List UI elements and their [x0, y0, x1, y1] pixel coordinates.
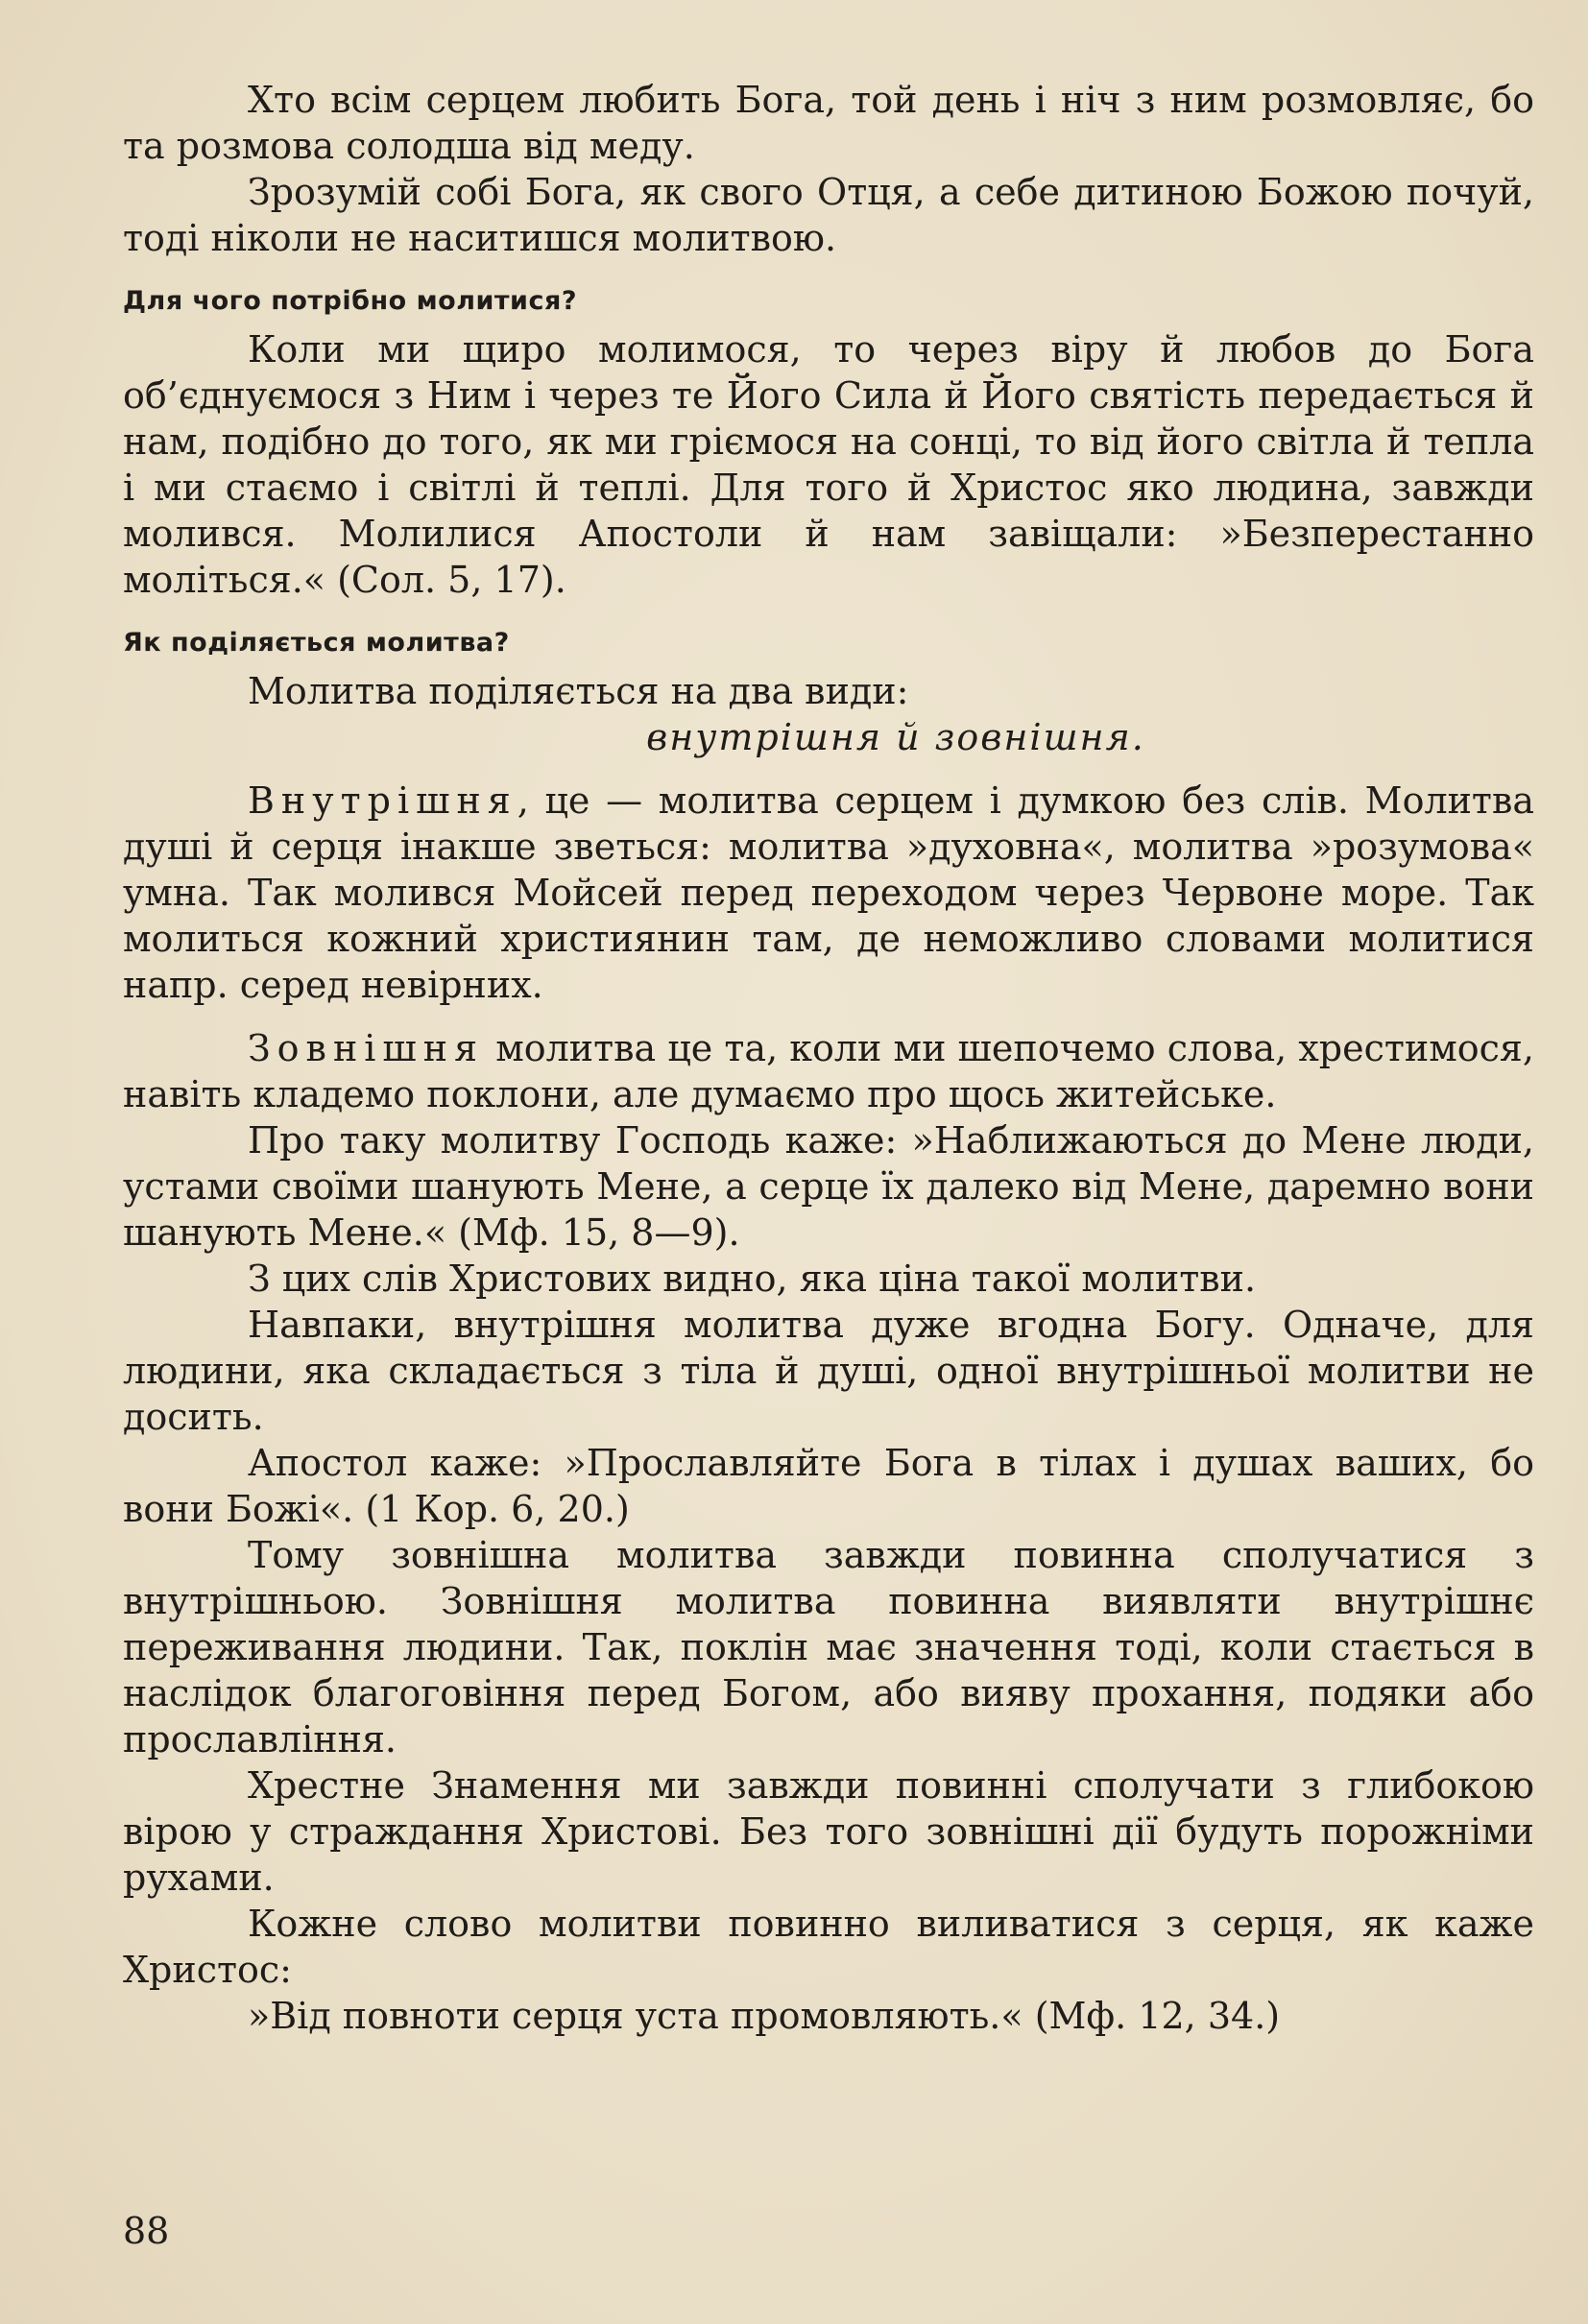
- outer-prayer-term: Зовнішня: [248, 1027, 485, 1069]
- outer-prayer-paragraph: [123, 1025, 1534, 1117]
- section2-paragraph-6: Хрестне Знамення ми завжди повинні сполучати з глибокою вірою у страждання Христові. Без того зовнішні дії будуть порожніми рухами.: [123, 1764, 1534, 1899]
- section2-paragraph-1: Про таку молитву Господь каже: »Наближаються до Мене люди, устами своїми шанують Мене, а серце їх далеко від Мене, даремно вони шанують Мене.« (Мф. 15, 8—9).: [123, 1119, 1534, 1254]
- spacer: [123, 760, 1534, 778]
- inner-prayer-text: , це — молитва серцем і думкою без слів. Молитва душі й серця інакше зветься: молитва »духовна«, молитва »розумова« умна. Так молився Мойсей перед переходом через Червоне море. Так молиться кожний християнин там, де неможливо словами молитися напр. серед невірних.: [123, 779, 1534, 1006]
- text-column: [123, 77, 1534, 2039]
- inner-prayer-term: Внутрішня: [248, 779, 517, 822]
- prayer-kinds: внутрішня й зовнішня.: [646, 716, 1145, 758]
- page-number: 88: [123, 2210, 170, 2252]
- section-heading-prayer-division: Як поділяється молитва?: [123, 628, 510, 658]
- section2-paragraph-3: Навпаки, внутрішня молитва дуже вгодна Богу. Одначе, для людини, яка складається з тіла й душі, одної внутрішньої молитви не досить.: [123, 1304, 1534, 1438]
- section2-paragraph-5: Тому зовнішна молитва завжди повинна сполучатися з внутрішньою. Зовнішня молитва повинна виявляти внутрішнє переживання людини. Так, поклін має значення тоді, коли стається в наслідок благоговіння перед Богом, або вияву прохання, подяки або прославління.: [123, 1534, 1534, 1761]
- inner-prayer-paragraph: [123, 778, 1534, 1008]
- section1-paragraph-1: Коли ми щиро молимося, то через віру й любов до Бога об’єднуємося з Ним і через те Його Сила й Його святість передається й нам, подібно до того, як ми гріємося на сонці, то від його світла й тепла і ми стаємо і світлі й теплі. Для того й Христос яко людина, завжди молився. Молилися Апостоли й нам завіщали: »Безперестанно моліться.« (Сол. 5, 17).: [123, 328, 1534, 601]
- section2-quote: »Від повноти серця уста промовляють.« (Мф. 12, 34.): [248, 1995, 1281, 2037]
- outer-prayer-text: молитва це та, коли ми шепочемо слова, хрестимося, навіть кладемо поклони, але думаємо про щось житейське.: [123, 1027, 1534, 1115]
- section-heading-why-pray: Для чого потрібно молитися?: [123, 286, 577, 316]
- intro-paragraph-2: Зрозумій собі Бога, як свого Отця, а себе дитиною Божою почуй, тоді ніколи не наситишся молитвою.: [123, 171, 1534, 259]
- section2-paragraph-7: Кожне слово молитви повинно виливатися з серця, як каже Христос:: [123, 1903, 1534, 1991]
- prayer-kinds-lead: Молитва поділяється на два види:: [248, 670, 909, 712]
- section2-paragraph-4: Апостол каже: »Прославляйте Бога в тілах і душах ваших, бо вони Божі«. (1 Кор. 6, 20.): [123, 1442, 1534, 1530]
- intro-paragraph-1: Хто всім серцем любить Бога, той день і ніч з ним розмовляє, бо та розмова солодша від меду.: [123, 79, 1534, 167]
- spacer: [123, 1008, 1534, 1025]
- section2-paragraph-2: З цих слів Христових видно, яка ціна такої молитви.: [248, 1258, 1257, 1300]
